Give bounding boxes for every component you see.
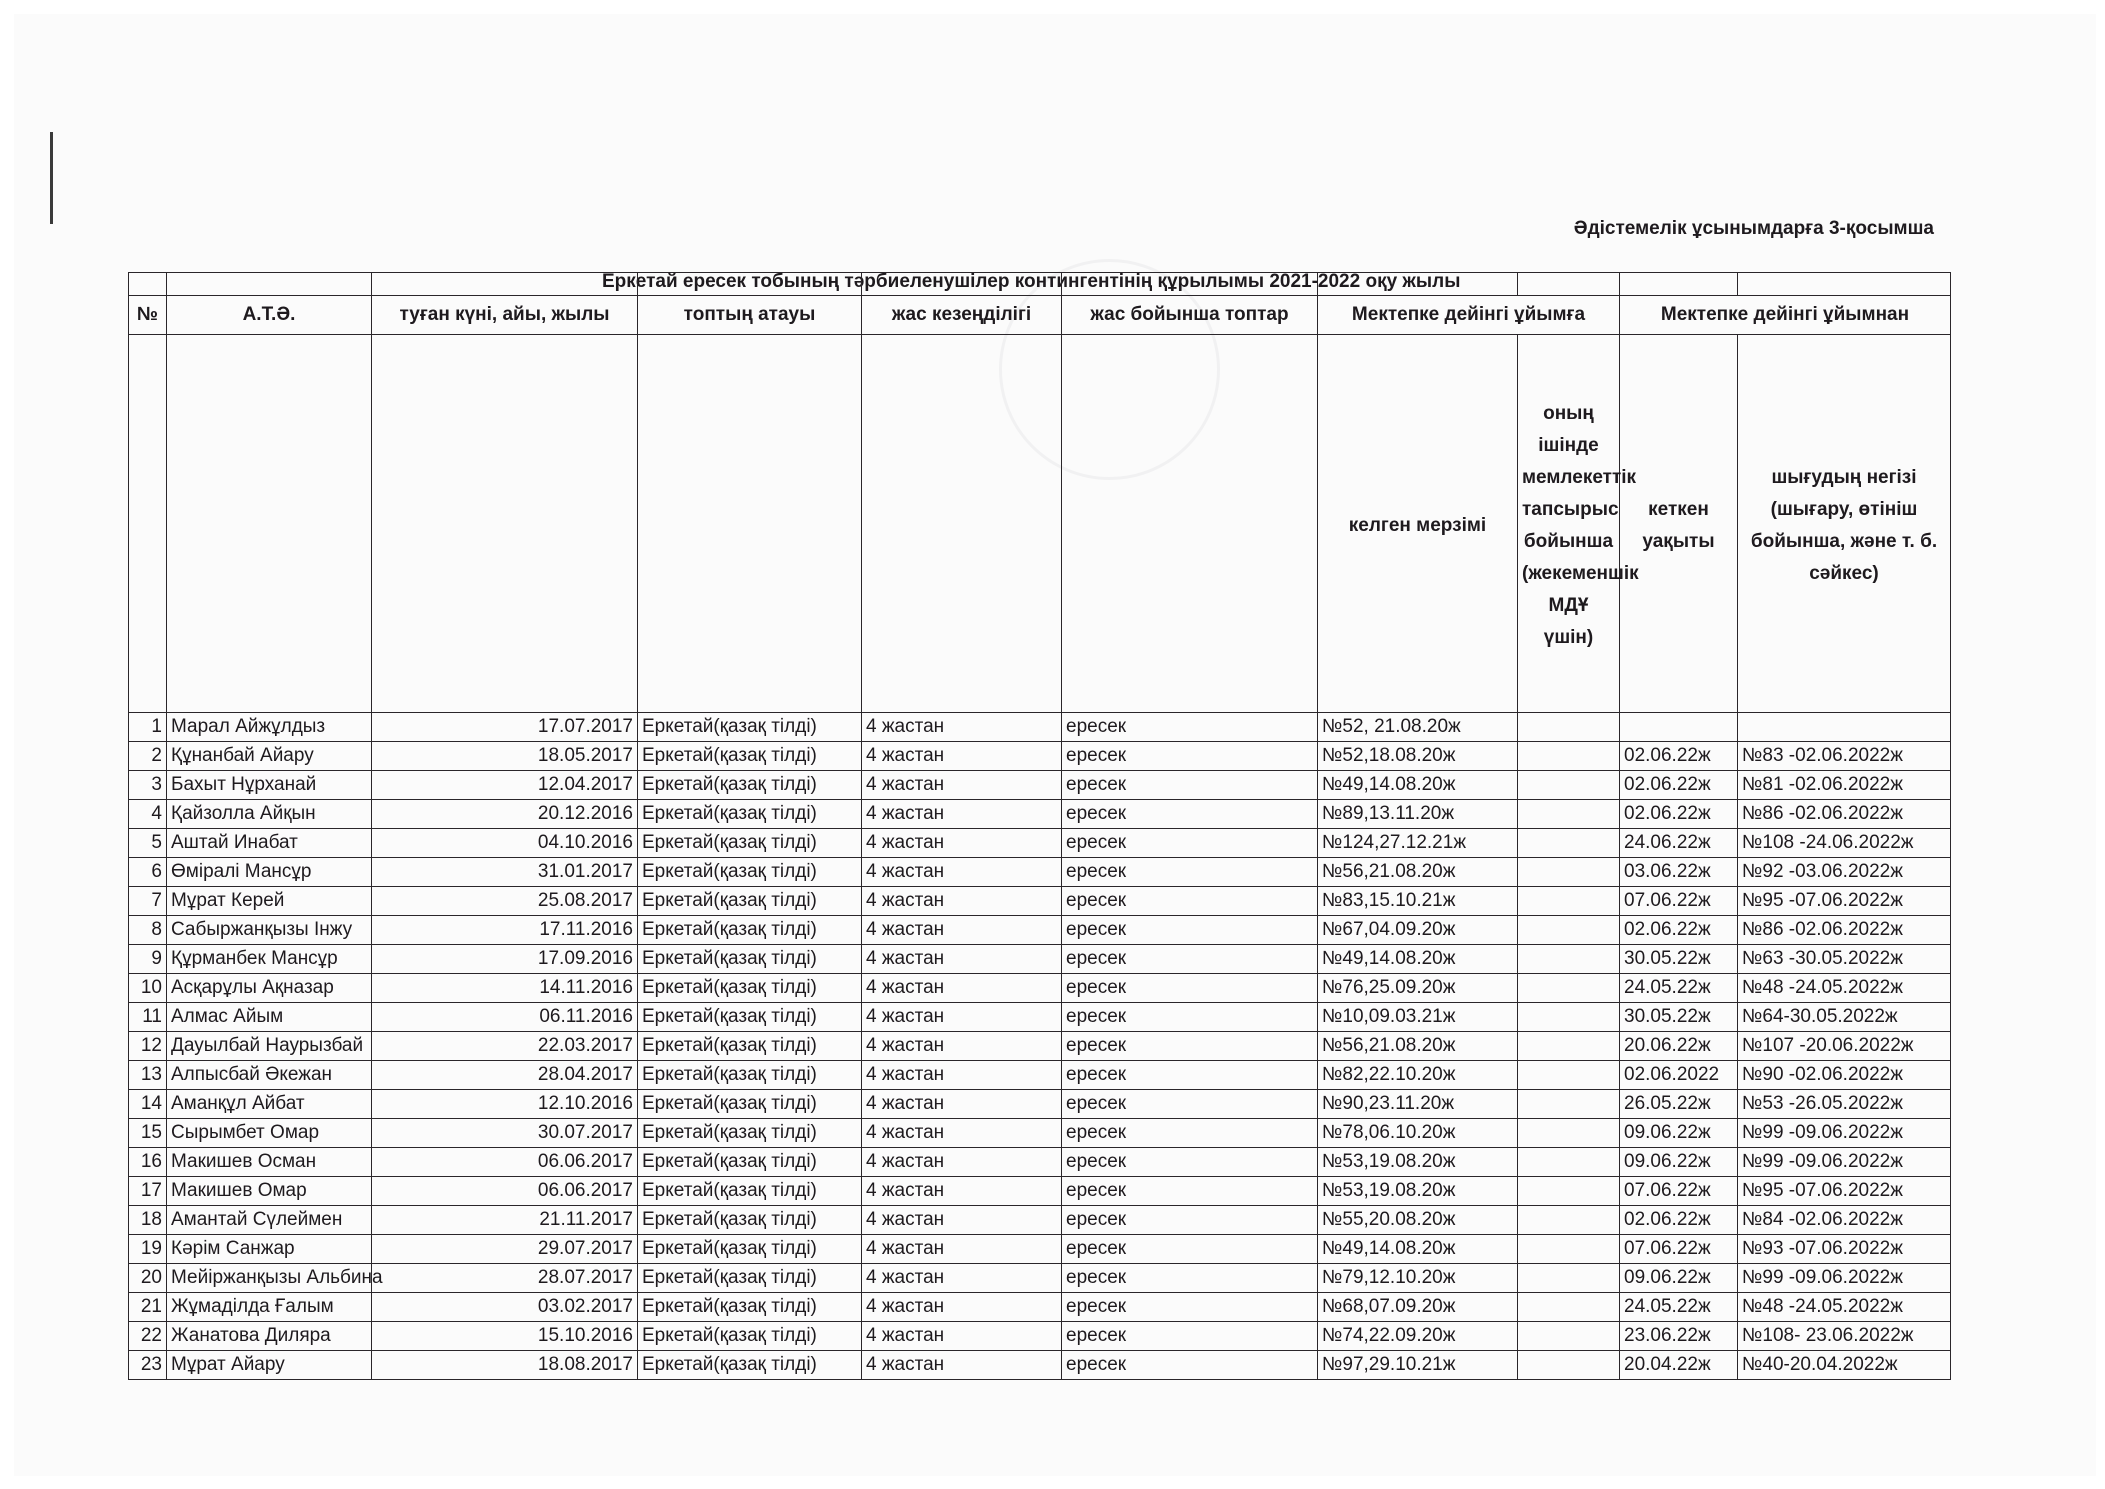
age-group: ересек: [1062, 916, 1318, 945]
age-group: ересек: [1062, 829, 1318, 858]
departure-basis: №64-30.05.2022ж: [1738, 1003, 1951, 1032]
arrival-order: №56,21.08.20ж: [1318, 1032, 1518, 1061]
departure-date: 02.06.22ж: [1620, 800, 1738, 829]
row-number: 10: [129, 974, 167, 1003]
row-number: 15: [129, 1119, 167, 1148]
arrival-order: №79,12.10.20ж: [1318, 1264, 1518, 1293]
child-name: Амантай Сүлеймен: [167, 1206, 372, 1235]
age-period: 4 жастан: [862, 771, 1062, 800]
arrival-order: №68,07.09.20ж: [1318, 1293, 1518, 1322]
birth-date: 30.07.2017: [372, 1119, 638, 1148]
arrival-order: №67,04.09.20ж: [1318, 916, 1518, 945]
row-number: 2: [129, 742, 167, 771]
departure-date: 30.05.22ж: [1620, 1003, 1738, 1032]
row-number: 4: [129, 800, 167, 829]
group-name: Еркетай(қазақ тілді): [638, 858, 862, 887]
age-group: ересек: [1062, 858, 1318, 887]
child-name: Алмас Айым: [167, 1003, 372, 1032]
birth-date: 12.04.2017: [372, 771, 638, 800]
departure-basis: №40-20.04.2022ж: [1738, 1351, 1951, 1380]
header-arrival-group: Мектепке дейінгі ұйымға: [1318, 296, 1620, 335]
departure-basis: №90 -02.06.2022ж: [1738, 1061, 1951, 1090]
departure-date: 24.05.22ж: [1620, 1293, 1738, 1322]
document-title: Еркетай ересек тобының тәрбиеленушілер контингентінің құрылымы 2021-2022 оқу жылы: [602, 271, 1461, 292]
arrival-order: №82,22.10.20ж: [1318, 1061, 1518, 1090]
departure-date: 09.06.22ж: [1620, 1264, 1738, 1293]
appendix-label: Әдістемелік ұсынымдарға 3-қосымша: [1573, 218, 1934, 239]
state-order: [1518, 1148, 1620, 1177]
age-group: ересек: [1062, 713, 1318, 742]
age-period: 4 жастан: [862, 1148, 1062, 1177]
departure-date: 26.05.22ж: [1620, 1090, 1738, 1119]
departure-date: 02.06.2022: [1620, 1061, 1738, 1090]
group-name: Еркетай(қазақ тілді): [638, 945, 862, 974]
child-name: Макишев Осман: [167, 1148, 372, 1177]
departure-basis: №108- 23.06.2022ж: [1738, 1322, 1951, 1351]
birth-date: 17.09.2016: [372, 945, 638, 974]
state-order: [1518, 1177, 1620, 1206]
departure-basis: №63 -30.05.2022ж: [1738, 945, 1951, 974]
age-group: ересек: [1062, 945, 1318, 974]
departure-basis: №48 -24.05.2022ж: [1738, 974, 1951, 1003]
header-age-groups: жас бойынша топтар: [1062, 296, 1318, 335]
child-name: Жұмаділда Ғалым: [167, 1293, 372, 1322]
group-name: Еркетай(қазақ тілді): [638, 829, 862, 858]
state-order: [1518, 1235, 1620, 1264]
birth-date: 04.10.2016: [372, 829, 638, 858]
arrival-order: №49,14.08.20ж: [1318, 1235, 1518, 1264]
child-name: Мұрат Айару: [167, 1351, 372, 1380]
child-name: Өміралі Мансұр: [167, 858, 372, 887]
state-order: [1518, 1061, 1620, 1090]
group-name: Еркетай(қазақ тілді): [638, 1119, 862, 1148]
group-name: Еркетай(қазақ тілді): [638, 916, 862, 945]
age-period: 4 жастан: [862, 1351, 1062, 1380]
departure-date: 09.06.22ж: [1620, 1148, 1738, 1177]
birth-date: 29.07.2017: [372, 1235, 638, 1264]
row-number: 23: [129, 1351, 167, 1380]
header-row: [129, 296, 1951, 335]
birth-date: 03.02.2017: [372, 1293, 638, 1322]
row-number: 12: [129, 1032, 167, 1061]
state-order: [1518, 800, 1620, 829]
arrival-order: №52,18.08.20ж: [1318, 742, 1518, 771]
age-period: 4 жастан: [862, 916, 1062, 945]
table-row: [129, 1061, 1951, 1090]
departure-basis: №95 -07.06.2022ж: [1738, 1177, 1951, 1206]
arrival-order: №56,21.08.20ж: [1318, 858, 1518, 887]
departure-date: 07.06.22ж: [1620, 1235, 1738, 1264]
age-group: ересек: [1062, 1119, 1318, 1148]
row-number: 3: [129, 771, 167, 800]
state-order: [1518, 1293, 1620, 1322]
age-group: ересек: [1062, 771, 1318, 800]
birth-date: 06.06.2017: [372, 1177, 638, 1206]
age-period: 4 жастан: [862, 887, 1062, 916]
departure-basis: №108 -24.06.2022ж: [1738, 829, 1951, 858]
departure-date: 07.06.22ж: [1620, 887, 1738, 916]
group-name: Еркетай(қазақ тілді): [638, 1351, 862, 1380]
departure-basis: [1738, 713, 1951, 742]
state-order: [1518, 1032, 1620, 1061]
state-order: [1518, 1090, 1620, 1119]
row-number: 5: [129, 829, 167, 858]
departure-basis: №99 -09.06.2022ж: [1738, 1119, 1951, 1148]
row-number: 17: [129, 1177, 167, 1206]
group-name: Еркетай(қазақ тілді): [638, 974, 862, 1003]
arrival-order: №78,06.10.20ж: [1318, 1119, 1518, 1148]
age-period: 4 жастан: [862, 1322, 1062, 1351]
departure-date: 02.06.22ж: [1620, 1206, 1738, 1235]
header-name: А.Т.Ә.: [167, 296, 372, 335]
row-number: 19: [129, 1235, 167, 1264]
row-number: 8: [129, 916, 167, 945]
table-row: [129, 800, 1951, 829]
group-name: Еркетай(қазақ тілді): [638, 1090, 862, 1119]
table-row: [129, 742, 1951, 771]
departure-basis: №83 -02.06.2022ж: [1738, 742, 1951, 771]
row-number: 13: [129, 1061, 167, 1090]
group-name: Еркетай(қазақ тілді): [638, 1148, 862, 1177]
table-row: [129, 1206, 1951, 1235]
age-group: ересек: [1062, 742, 1318, 771]
child-name: Құнанбай Айару: [167, 742, 372, 771]
departure-date: 03.06.22ж: [1620, 858, 1738, 887]
departure-date: [1620, 713, 1738, 742]
row-number: 22: [129, 1322, 167, 1351]
departure-basis: №84 -02.06.2022ж: [1738, 1206, 1951, 1235]
birth-date: 14.11.2016: [372, 974, 638, 1003]
child-name: Қайзолла Айқын: [167, 800, 372, 829]
table-row: [129, 829, 1951, 858]
departure-basis: №86 -02.06.2022ж: [1738, 800, 1951, 829]
departure-basis: №93 -07.06.2022ж: [1738, 1235, 1951, 1264]
row-number: 20: [129, 1264, 167, 1293]
age-period: 4 жастан: [862, 800, 1062, 829]
age-period: 4 жастан: [862, 829, 1062, 858]
departure-basis: №99 -09.06.2022ж: [1738, 1264, 1951, 1293]
age-group: ересек: [1062, 1322, 1318, 1351]
group-name: Еркетай(қазақ тілді): [638, 1177, 862, 1206]
group-name: Еркетай(қазақ тілді): [638, 1264, 862, 1293]
age-group: ересек: [1062, 1264, 1318, 1293]
arrival-order: №124,27.12.21ж: [1318, 829, 1518, 858]
departure-basis: №53 -26.05.2022ж: [1738, 1090, 1951, 1119]
table-row: [129, 974, 1951, 1003]
group-name: Еркетай(қазақ тілді): [638, 1003, 862, 1032]
departure-date: 02.06.22ж: [1620, 771, 1738, 800]
row-number: 9: [129, 945, 167, 974]
child-name: Мейіржанқызы Альбина: [167, 1264, 372, 1293]
arrival-order: №83,15.10.21ж: [1318, 887, 1518, 916]
age-period: 4 жастан: [862, 1206, 1062, 1235]
age-group: ересек: [1062, 1003, 1318, 1032]
arrival-order: №76,25.09.20ж: [1318, 974, 1518, 1003]
state-order: [1518, 713, 1620, 742]
age-period: 4 жастан: [862, 1264, 1062, 1293]
child-name: Мұрат Керей: [167, 887, 372, 916]
header-spacer-row: [129, 273, 1951, 296]
table-row: [129, 1293, 1951, 1322]
arrival-order: №90,23.11.20ж: [1318, 1090, 1518, 1119]
child-name: Кәрім Санжар: [167, 1235, 372, 1264]
table-row: [129, 1177, 1951, 1206]
age-group: ересек: [1062, 1177, 1318, 1206]
table-body: [129, 713, 1951, 1380]
arrival-order: №97,29.10.21ж: [1318, 1351, 1518, 1380]
table-row: [129, 916, 1951, 945]
row-number: 6: [129, 858, 167, 887]
table-row: [129, 887, 1951, 916]
birth-date: 06.11.2016: [372, 1003, 638, 1032]
child-name: Сабыржанқызы Інжу: [167, 916, 372, 945]
state-order: [1518, 1003, 1620, 1032]
child-name: Марал Айжұлдыз: [167, 713, 372, 742]
group-name: Еркетай(қазақ тілді): [638, 1235, 862, 1264]
departure-date: 23.06.22ж: [1620, 1322, 1738, 1351]
group-name: Еркетай(қазақ тілді): [638, 713, 862, 742]
child-name: Макишев Омар: [167, 1177, 372, 1206]
age-group: ересек: [1062, 1206, 1318, 1235]
departure-date: 20.04.22ж: [1620, 1351, 1738, 1380]
child-name: Асқарұлы Ақназар: [167, 974, 372, 1003]
group-name: Еркетай(қазақ тілді): [638, 1293, 862, 1322]
arrival-order: №49,14.08.20ж: [1318, 771, 1518, 800]
header-departure-time: кеткен уақыты: [1620, 335, 1738, 713]
birth-date: 12.10.2016: [372, 1090, 638, 1119]
departure-date: 02.06.22ж: [1620, 742, 1738, 771]
table-row: [129, 1032, 1951, 1061]
age-group: ересек: [1062, 1235, 1318, 1264]
child-name: Алпысбай Әкежан: [167, 1061, 372, 1090]
age-period: 4 жастан: [862, 1235, 1062, 1264]
birth-date: 21.11.2017: [372, 1206, 638, 1235]
group-name: Еркетай(қазақ тілді): [638, 1322, 862, 1351]
row-number: 11: [129, 1003, 167, 1032]
age-period: 4 жастан: [862, 1119, 1062, 1148]
birth-date: 20.12.2016: [372, 800, 638, 829]
table-row: [129, 771, 1951, 800]
departure-date: 09.06.22ж: [1620, 1119, 1738, 1148]
age-period: 4 жастан: [862, 1003, 1062, 1032]
age-period: 4 жастан: [862, 974, 1062, 1003]
arrival-order: №89,13.11.20ж: [1318, 800, 1518, 829]
state-order: [1518, 829, 1620, 858]
header-birth: туған күні, айы, жылы: [372, 296, 638, 335]
arrival-order: №74,22.09.20ж: [1318, 1322, 1518, 1351]
birth-date: 31.01.2017: [372, 858, 638, 887]
departure-date: 07.06.22ж: [1620, 1177, 1738, 1206]
age-group: ересек: [1062, 887, 1318, 916]
age-period: 4 жастан: [862, 742, 1062, 771]
table-row: [129, 1119, 1951, 1148]
age-group: ересек: [1062, 1351, 1318, 1380]
age-period: 4 жастан: [862, 1032, 1062, 1061]
state-order: [1518, 974, 1620, 1003]
header-subrow: [129, 335, 1951, 713]
group-name: Еркетай(қазақ тілді): [638, 887, 862, 916]
table-row: [129, 1235, 1951, 1264]
group-name: Еркетай(қазақ тілді): [638, 1032, 862, 1061]
birth-date: 17.07.2017: [372, 713, 638, 742]
row-number: 18: [129, 1206, 167, 1235]
child-name: Сырымбет Омар: [167, 1119, 372, 1148]
arrival-order: №49,14.08.20ж: [1318, 945, 1518, 974]
age-period: 4 жастан: [862, 1061, 1062, 1090]
group-name: Еркетай(қазақ тілді): [638, 771, 862, 800]
state-order: [1518, 1119, 1620, 1148]
departure-date: 24.05.22ж: [1620, 974, 1738, 1003]
birth-date: 18.08.2017: [372, 1351, 638, 1380]
state-order: [1518, 742, 1620, 771]
table-row: [129, 713, 1951, 742]
group-name: Еркетай(қазақ тілді): [638, 800, 862, 829]
age-group: ересек: [1062, 1293, 1318, 1322]
state-order: [1518, 1264, 1620, 1293]
birth-date: 18.05.2017: [372, 742, 638, 771]
state-order: [1518, 1322, 1620, 1351]
child-name: Құрманбек Мансұр: [167, 945, 372, 974]
departure-date: 24.06.22ж: [1620, 829, 1738, 858]
departure-basis: №107 -20.06.2022ж: [1738, 1032, 1951, 1061]
birth-date: 06.06.2017: [372, 1148, 638, 1177]
child-name: Аманқұл Айбат: [167, 1090, 372, 1119]
child-name: Дауылбай Наурызбай: [167, 1032, 372, 1061]
age-period: 4 жастан: [862, 945, 1062, 974]
departure-basis: №48 -24.05.2022ж: [1738, 1293, 1951, 1322]
table-row: [129, 1264, 1951, 1293]
group-name: Еркетай(қазақ тілді): [638, 1061, 862, 1090]
age-group: ересек: [1062, 1090, 1318, 1119]
header-arrival-date: келген мерзімі: [1318, 335, 1518, 713]
row-number: 1: [129, 713, 167, 742]
departure-date: 02.06.22ж: [1620, 916, 1738, 945]
arrival-order: №53,19.08.20ж: [1318, 1148, 1518, 1177]
state-order: [1518, 1206, 1620, 1235]
header-group: топтың атауы: [638, 296, 862, 335]
group-name: Еркетай(қазақ тілді): [638, 742, 862, 771]
header-age-period: жас кезеңділігі: [862, 296, 1062, 335]
margin-mark: [50, 132, 53, 224]
departure-basis: №92 -03.06.2022ж: [1738, 858, 1951, 887]
departure-basis: №81 -02.06.2022ж: [1738, 771, 1951, 800]
header-departure-group: Мектепке дейінгі ұйымнан: [1620, 296, 1951, 335]
group-name: Еркетай(қазақ тілді): [638, 1206, 862, 1235]
age-period: 4 жастан: [862, 713, 1062, 742]
birth-date: 15.10.2016: [372, 1322, 638, 1351]
table-row: [129, 1148, 1951, 1177]
header-departure-basis: шығудың негізі (шығару, өтініш бойынша, және т. б. сәйкес): [1738, 335, 1951, 713]
state-order: [1518, 887, 1620, 916]
age-group: ересек: [1062, 1148, 1318, 1177]
arrival-order: №55,20.08.20ж: [1318, 1206, 1518, 1235]
header-num: №: [129, 296, 167, 335]
departure-basis: №86 -02.06.2022ж: [1738, 916, 1951, 945]
departure-date: 20.06.22ж: [1620, 1032, 1738, 1061]
table-row: [129, 945, 1951, 974]
age-period: 4 жастан: [862, 1090, 1062, 1119]
departure-basis: №95 -07.06.2022ж: [1738, 887, 1951, 916]
state-order: [1518, 858, 1620, 887]
state-order: [1518, 771, 1620, 800]
child-name: Аштай Инабат: [167, 829, 372, 858]
birth-date: 28.04.2017: [372, 1061, 638, 1090]
table-row: [129, 1003, 1951, 1032]
child-name: Жанатова Диляра: [167, 1322, 372, 1351]
row-number: 14: [129, 1090, 167, 1119]
row-number: 16: [129, 1148, 167, 1177]
state-order: [1518, 1351, 1620, 1380]
age-group: ересек: [1062, 1032, 1318, 1061]
departure-basis: №99 -09.06.2022ж: [1738, 1148, 1951, 1177]
departure-date: 30.05.22ж: [1620, 945, 1738, 974]
arrival-order: №10,09.03.21ж: [1318, 1003, 1518, 1032]
state-order: [1518, 916, 1620, 945]
table-row: [129, 1090, 1951, 1119]
age-period: 4 жастан: [862, 1293, 1062, 1322]
age-group: ересек: [1062, 800, 1318, 829]
header-arrival-state: оның ішінде мемлекеттік тапсырыс бойынша (жекеменшік МДҰ үшін): [1518, 335, 1620, 713]
birth-date: 25.08.2017: [372, 887, 638, 916]
row-number: 7: [129, 887, 167, 916]
table-row: [129, 858, 1951, 887]
birth-date: 22.03.2017: [372, 1032, 638, 1061]
arrival-order: №52, 21.08.20ж: [1318, 713, 1518, 742]
age-period: 4 жастан: [862, 858, 1062, 887]
row-number: 21: [129, 1293, 167, 1322]
age-period: 4 жастан: [862, 1177, 1062, 1206]
child-name: Бахыт Нұрханай: [167, 771, 372, 800]
state-order: [1518, 945, 1620, 974]
table-row: [129, 1322, 1951, 1351]
birth-date: 17.11.2016: [372, 916, 638, 945]
birth-date: 28.07.2017: [372, 1264, 638, 1293]
age-group: ересек: [1062, 974, 1318, 1003]
table-row: [129, 1351, 1951, 1380]
arrival-order: №53,19.08.20ж: [1318, 1177, 1518, 1206]
contingent-table: [128, 272, 1951, 1380]
age-group: ересек: [1062, 1061, 1318, 1090]
